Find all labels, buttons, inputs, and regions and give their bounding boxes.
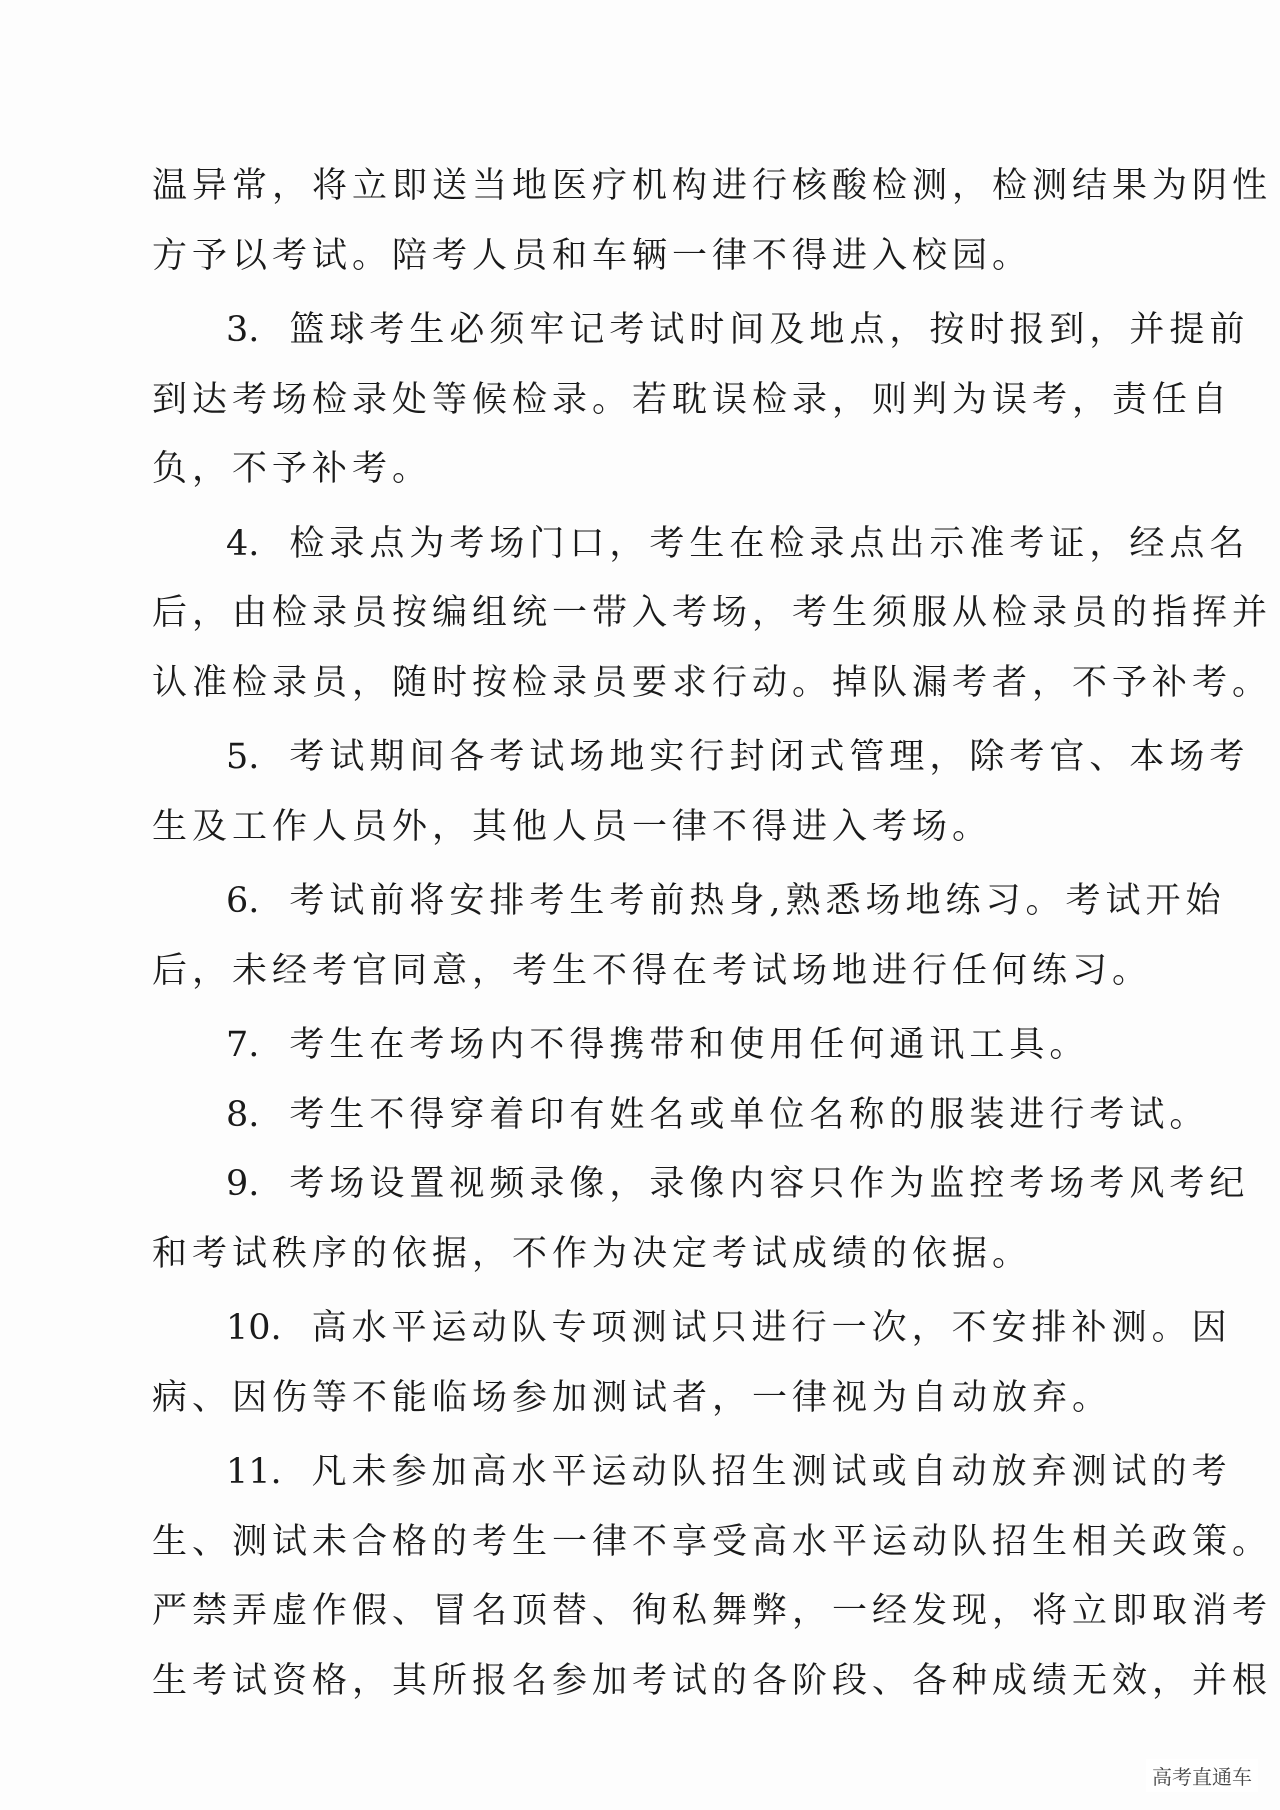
line-text: 温异常，将立即送当地医疗机构进行核酸检测，检测结果为阴性 xyxy=(152,166,1273,206)
item-number: 11. xyxy=(226,1452,282,1492)
line-text: 检录点为考场门口，考生在检录点出示准考证，经点名 xyxy=(289,523,1250,564)
text-line xyxy=(152,649,1273,719)
item-number: 10. xyxy=(226,1308,282,1348)
line-text: 认准检录员，随时按检录员要求行动。掉队漏考者，不予补考。 xyxy=(152,662,1273,703)
item-number: 3. xyxy=(226,310,260,350)
line-text: 生考试资格，其所报名参加考试的各阶段、各种成绩无效，并根 xyxy=(152,1660,1273,1701)
line-text: 到达考场检录处等候检录。若耽误检录，则判为误考，责任自 xyxy=(152,379,1233,420)
text-line xyxy=(152,1647,1273,1717)
text-line xyxy=(152,1364,1132,1434)
line-text: 考生在考场内不得携带和使用任何通讯工具。 xyxy=(289,1025,1090,1065)
text-line xyxy=(152,1577,1273,1647)
text-line xyxy=(152,1220,1132,1290)
text-line xyxy=(152,366,1233,436)
list-item-6 xyxy=(152,867,1226,937)
text-line xyxy=(152,222,1132,292)
line-text: 方予以考试。陪考人员和车辆一律不得进入校园。 xyxy=(152,235,1033,276)
text-line xyxy=(152,1508,1273,1578)
line-text: 负，不予补考。 xyxy=(152,449,433,489)
line-text: 考试期间各考试场地实行封闭式管理，除考官、本场考 xyxy=(289,737,1250,777)
line-text: 病、因伤等不能临场参加测试者，一律视为自动放弃。 xyxy=(152,1377,1113,1418)
document-body xyxy=(152,152,1273,1716)
item-number: 4. xyxy=(226,523,260,564)
text-line xyxy=(152,793,1132,863)
line-text: 后，未经考官同意，考生不得在考试场地进行任何练习。 xyxy=(152,950,1153,991)
line-text: 考场设置视频录像，录像内容只作为监控考场考风考纪 xyxy=(289,1164,1250,1204)
item-number: 6. xyxy=(226,881,260,921)
line-text: 考生不得穿着印有姓名或单位名称的服装进行考试。 xyxy=(289,1094,1210,1135)
list-item-9 xyxy=(152,1150,1250,1220)
list-item-4 xyxy=(152,510,1250,580)
item-number: 8. xyxy=(226,1094,260,1135)
line-text: 凡未参加高水平运动队招生测试或自动放弃测试的考 xyxy=(311,1452,1232,1492)
list-item-7 xyxy=(152,1011,1132,1081)
line-text: 和考试秩序的依据，不作为决定考试成绩的依据。 xyxy=(152,1233,1033,1274)
list-item-11 xyxy=(152,1438,1232,1508)
text-line xyxy=(152,152,1273,222)
line-text: 后，由检录员按编组统一带入考场，考生须服从检录员的指挥并 xyxy=(152,593,1273,633)
line-text: 篮球考生必须牢记考试时间及地点，按时报到，并提前 xyxy=(289,310,1250,350)
list-item-3 xyxy=(152,296,1250,366)
line-text: 生、测试未合格的考生一律不享受高水平运动队招生相关政策。 xyxy=(152,1521,1273,1562)
item-number: 7. xyxy=(226,1025,260,1065)
text-line xyxy=(152,937,1153,1007)
watermark: 高考直通车 xyxy=(1146,1759,1258,1792)
item-number: 5. xyxy=(226,737,260,777)
item-number: 9. xyxy=(226,1164,260,1204)
text-line xyxy=(152,435,1132,505)
line-text: 高水平运动队专项测试只进行一次，不安排补测。因 xyxy=(311,1308,1232,1348)
list-item-10 xyxy=(152,1294,1232,1364)
text-line xyxy=(152,579,1273,649)
line-text: 严禁弄虚作假、冒名顶替、徇私舞弊，一经发现，将立即取消考 xyxy=(152,1591,1273,1631)
line-text: 生及工作人员外，其他人员一律不得进入考场。 xyxy=(152,806,993,847)
list-item-5 xyxy=(152,723,1250,793)
list-item-8 xyxy=(152,1081,1210,1151)
line-text: 考试前将安排考生考前热身,熟悉场地练习。考试开始 xyxy=(289,881,1226,921)
